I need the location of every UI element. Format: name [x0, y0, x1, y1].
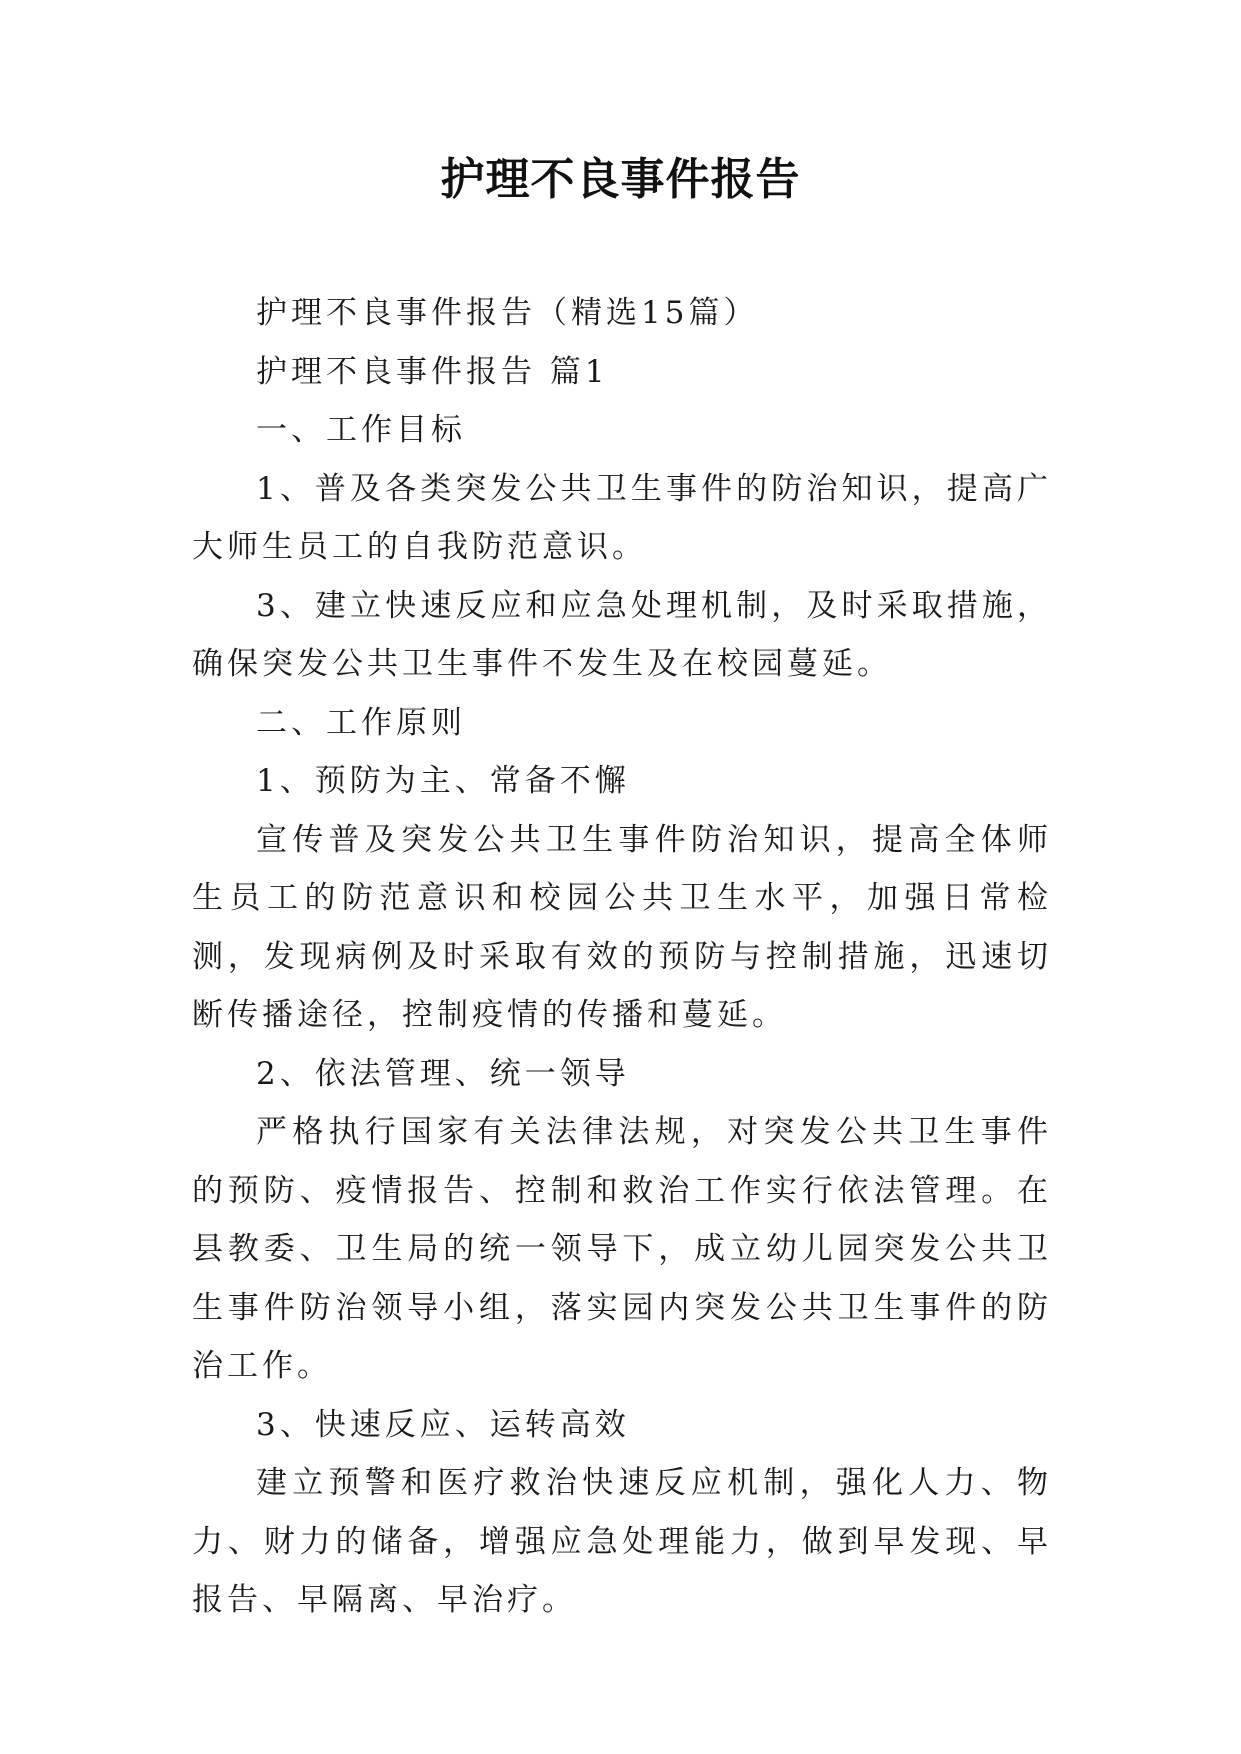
paragraph-section-heading: 一、工作目标	[256, 412, 466, 448]
paragraph-subheading: 2、依法管理、统一领导	[256, 1055, 630, 1092]
document-body	[192, 284, 1052, 1630]
paragraph: 3、建立快速反应和应急处理机制，及时采取措施，确保突发公共卫生事件不发生及在校园蔓延。	[192, 587, 1052, 682]
paragraph-subtitle: 护理不良事件报告（精选15篇）	[256, 295, 759, 331]
paragraph-chapter-heading: 护理不良事件报告 篇1	[256, 353, 609, 390]
paragraph: 严格执行国家有关法律法规，对突发公共卫生事件的预防、疫情报告、控制和救治工作实行依法管理。在县教委、卫生局的统一领导下，成立幼儿园突发公共卫生事件防治领导小组，落实园内突发公共卫生事件的防治工作。	[192, 1114, 1052, 1384]
paragraph: 1、普及各类突发公共卫生事件的防治知识，提高广大师生员工的自我防范意识。	[192, 470, 1052, 565]
document-title: 护理不良事件报告	[440, 154, 801, 205]
paragraph: 建立预警和医疗救治快速反应机制，强化人力、物力、财力的储备，增强应急处理能力，做到早发现、早报告、早隔离、早治疗。	[192, 1465, 1052, 1618]
paragraph-subheading: 1、预防为主、常备不懈	[256, 763, 630, 799]
paragraph-section-heading: 二、工作原则	[256, 704, 466, 741]
paragraph-subheading: 3、快速反应、运转高效	[256, 1406, 630, 1443]
paragraph: 宣传普及突发公共卫生事件防治知识，提高全体师生员工的防范意识和校园公共卫生水平，加强日常检测，发现病例及时采取有效的预防与控制措施，迅速切断传播途径，控制疫情的传播和蔓延。	[192, 821, 1052, 1033]
